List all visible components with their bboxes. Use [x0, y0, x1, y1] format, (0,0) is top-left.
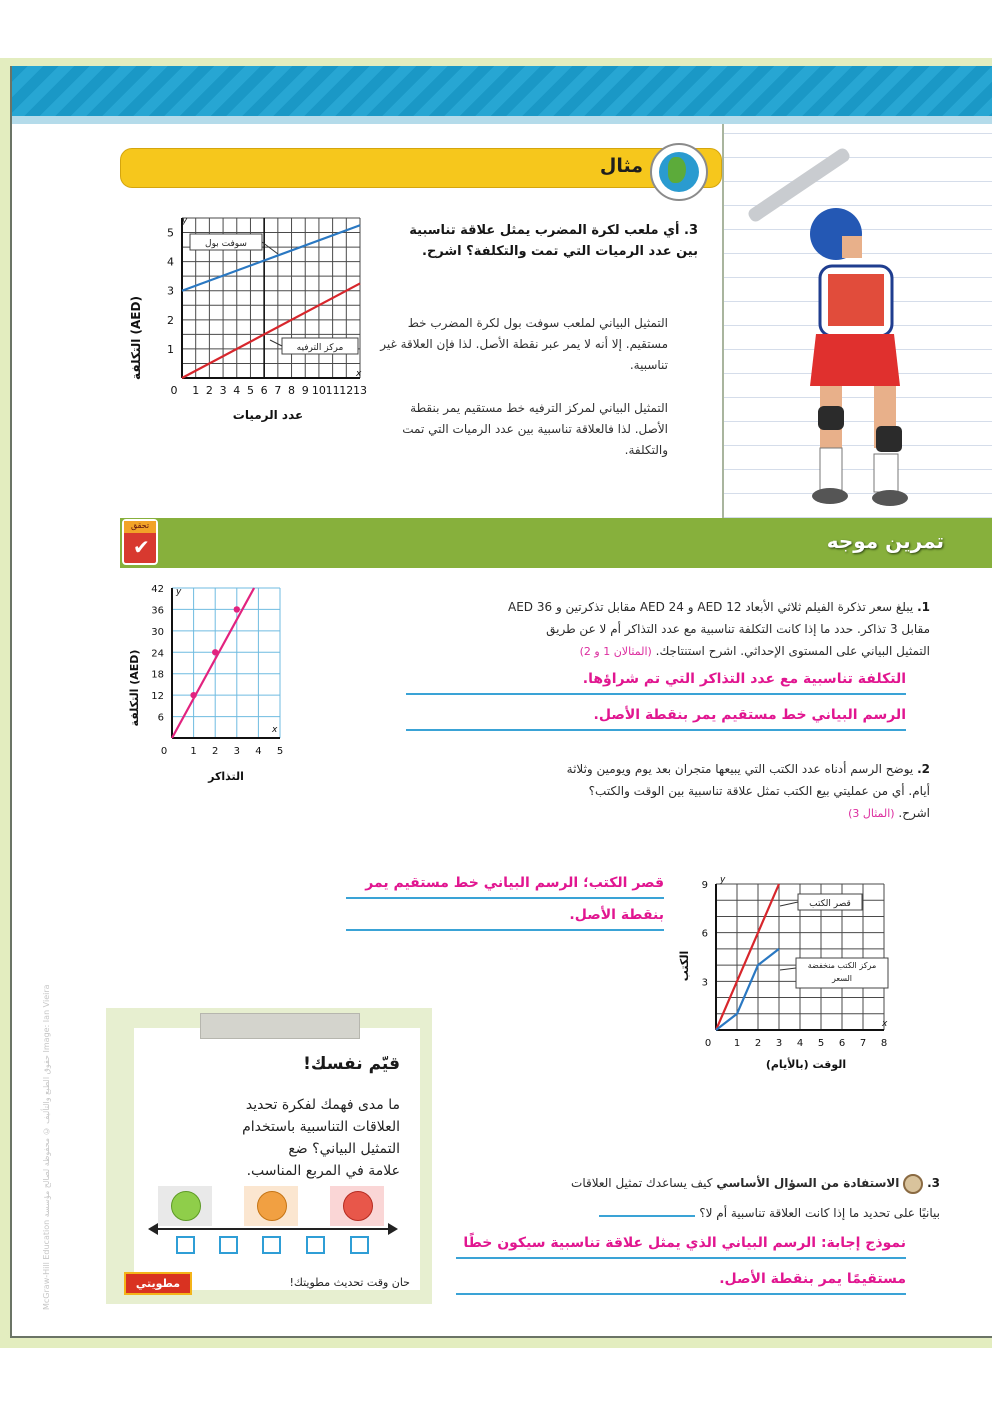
check-tab-label: تحقق [124, 521, 156, 533]
c1-x-tick-label: 12 [339, 384, 354, 397]
q1-answer-line-1[interactable]: التكلفة تناسبية مع عدد التذاكر التي تم شراؤها. [406, 666, 906, 695]
chart1-x-axis-letter: x [356, 369, 362, 379]
foldable-button[interactable]: مطويتي [124, 1272, 192, 1295]
chart2-xlabel: التذاكر [208, 770, 244, 783]
c1-x-tick-label: 1 [192, 384, 200, 397]
c2-y-tick-label: 12 [151, 691, 164, 703]
example-question-text: أي ملعب لكرة المضرب يمثل علاقة تناسبية بين عدد الرميات التي تمت والتكلفة؟ اشرح. [409, 223, 698, 259]
chart3-legend-discount: مركز الكتب منخفضة السعر [807, 961, 877, 983]
knee-pad [818, 406, 844, 430]
q3-blank-line [599, 1215, 695, 1217]
c2-x-tick-label: 0 [160, 746, 168, 757]
chart-tickets-cost [112, 578, 302, 788]
example-banner [120, 148, 722, 188]
c1-y-tick-label: 2 [167, 313, 174, 327]
face [842, 236, 862, 258]
chart-throws-cost [120, 208, 370, 428]
chart3-x-ticks [705, 1038, 887, 1049]
c1-x-tick-label: 13 [353, 384, 367, 397]
rating-checkbox-3[interactable] [262, 1236, 281, 1254]
example-question-number: 3. [684, 223, 698, 238]
rate-line-3: التمثيل البياني؟ ضع [288, 1141, 400, 1157]
neutral-face-icon [244, 1186, 298, 1226]
c1-y-tick-label: 4 [167, 255, 174, 269]
rating-checkbox-1[interactable] [176, 1236, 195, 1254]
c3-y-tick-label: 6 [701, 928, 708, 940]
left-shoe [812, 488, 848, 504]
shorts [810, 334, 900, 386]
q3-title: الاستفادة من السؤال الأساسي [716, 1176, 900, 1190]
q1-answer-line-2[interactable]: الرسم البياني خط مستقيم يمر بنقطة الأصل. [406, 702, 906, 731]
chart-days-books [672, 864, 902, 1074]
chart3-callout-bookpalace-pointer [780, 902, 798, 906]
c1-x-tick-label: 6 [260, 384, 268, 397]
chart2-x-axis-letter: x [272, 725, 278, 735]
chart3-x-axis-letter: x [882, 1019, 888, 1029]
c1-y-tick-label: 3 [167, 284, 174, 298]
q2-line3: اشرح. [898, 806, 930, 820]
c2-series-0-point [212, 649, 218, 655]
jersey-front [828, 274, 884, 326]
chart1-legend-fun: مركز الترفيه [296, 343, 344, 353]
rate-line-4: علامة في المربع المناسب. [246, 1163, 400, 1179]
rate-title: قيّم نفسك! [303, 1054, 400, 1074]
c3-x-tick-label: 4 [796, 1038, 804, 1049]
c1-x-tick-label: 9 [301, 384, 309, 397]
softball-player-illustration [724, 124, 992, 518]
c2-y-tick-label: 24 [151, 648, 164, 660]
c3-x-tick-label: 3 [775, 1038, 783, 1049]
question-1 [420, 596, 930, 663]
chart2-y-ticks [151, 584, 164, 724]
rating-scale-arrow [146, 1222, 400, 1236]
c3-x-tick-label: 8 [880, 1038, 888, 1049]
c2-x-tick-label: 2 [212, 746, 219, 757]
chart2-ylabel: التكلفة (AED) [128, 649, 141, 727]
q1-number: 1. [917, 600, 930, 614]
q3-answer-line-2[interactable]: مستقيمًا يمر بنقطة الأصل. [456, 1266, 906, 1295]
top-stripe-band [12, 66, 992, 124]
c1-x-tick-label: 4 [233, 384, 241, 397]
chart3-xlabel: الوقت (بالأيام) [765, 1058, 847, 1071]
chart1-xlabel: عدد الرميات [232, 408, 304, 422]
c1-x-tick-label: 8 [288, 384, 296, 397]
c2-x-tick-label: 1 [190, 746, 197, 757]
c3-y-tick-label: 9 [701, 880, 708, 891]
rating-checkbox-4[interactable] [306, 1236, 325, 1254]
rate-footer: حان وقت تحديث مطويتك! [289, 1276, 410, 1289]
left-sock [820, 448, 842, 490]
guided-practice-banner [120, 518, 992, 568]
c1-x-tick-label: 5 [246, 384, 254, 397]
question-3 [450, 1172, 940, 1224]
c3-x-tick-label: 6 [838, 1038, 846, 1049]
c3-x-tick-label: 2 [754, 1038, 762, 1049]
check-icon [122, 519, 158, 565]
tape-strip [200, 1013, 360, 1039]
chart2-y-axis-letter: y [176, 587, 182, 597]
c2-series-0-line [172, 588, 254, 738]
c3-x-tick-label: 1 [733, 1038, 741, 1049]
chart3-ylabel: الكتب [678, 950, 691, 982]
c1-x-tick-label: 7 [274, 384, 282, 397]
q2-line1: يوضح الرسم أدناه عدد الكتب التي يبيعها متجران بعد يوم ويومين وثلاثة [566, 762, 914, 776]
example-paragraph-1: التمثيل البياني لملعب سوفت بول لكرة المضرب خط مستقيم. إلا أنه لا يمر عبر نقطة الأصل. لذا فإن العلاقة غير تناسبية. [380, 316, 668, 372]
rate-text [150, 1094, 400, 1182]
chart1-ylabel: التكلفة (AED) [129, 296, 143, 380]
chart3-legend-discount-wrap [798, 959, 886, 987]
c2-y-tick-label: 42 [151, 584, 164, 595]
chart2-series [172, 588, 254, 738]
q3-line1: كيف يساعدك تمثيل العلاقات [571, 1176, 713, 1190]
example-paragraph-2: التمثيل البياني لمركز الترفيه خط مستقيم يمر بنقطة الأصل. لذا فالعلاقة تناسبية بين عدد الرميات التي تمت والتكلفة. [402, 401, 668, 457]
c1-x-tick-label: 2 [205, 384, 213, 397]
rate-line-2: العلاقات التناسبية باستخدام [242, 1119, 400, 1135]
c1-x-tick-label: 3 [219, 384, 227, 397]
guided-practice-title: تمرين موجه [826, 529, 944, 553]
happy-face-icon [158, 1186, 212, 1226]
q3-number: 3. [927, 1176, 940, 1190]
q2-number: 2. [917, 762, 930, 776]
q3-answer-line-1[interactable]: نموذج إجابة: الرسم البياني الذي يمثل علاقة تناسبية سيكون خطًا [456, 1230, 906, 1259]
q1-line3: التمثيل البياني على المستوى الإحداثي. اشرح استنتاجك. [655, 644, 930, 658]
side-credit: McGraw-Hill Education حقوق الطبع والتأليف © محفوظة لصالح مؤسسة Image: Ian Vieira [42, 984, 51, 1310]
softball-photo-panel [722, 124, 992, 518]
c2-y-tick-label: 30 [151, 626, 164, 638]
chart1-callout-fun-pointer [270, 340, 282, 346]
globe-icon [650, 143, 708, 201]
chart2-x-ticks [161, 746, 283, 757]
question-2 [430, 758, 930, 825]
q1-line2: مقابل 3 تذاكر. حدد ما إذا كانت التكلفة تناسبية مع عدد التذاكر أم لا عن طريق [546, 622, 930, 636]
example-question [388, 220, 698, 262]
rating-checkbox-2[interactable] [219, 1236, 238, 1254]
c3-x-tick-label: 7 [859, 1038, 867, 1049]
c1-x-tick-label: 10 [311, 384, 326, 397]
c2-series-0-point [234, 606, 240, 612]
q2-reference: (المثال 3) [848, 807, 895, 820]
c1-y-tick-label: 1 [167, 342, 174, 356]
c2-x-tick-label: 4 [255, 746, 262, 757]
rating-checkbox-5[interactable] [350, 1236, 369, 1254]
example-badge-label: مثال [599, 155, 643, 177]
right-shoe [872, 490, 908, 506]
rate-line-1: ما مدى فهمك لفكرة تحديد [245, 1097, 400, 1113]
c2-series-0-point [190, 692, 196, 698]
q2-answer-line-1[interactable]: قصر الكتب؛ الرسم البياني خط مستقيم يمر [346, 870, 664, 899]
q1-line1: يبلغ سعر تذكرة الفيلم ثلاثي الأبعاد AED 12 و AED 24 مقابل تذكرتين و AED 36 [508, 600, 914, 614]
chart3-callout-discount-pointer [780, 968, 796, 970]
chart3-series [716, 884, 779, 1030]
c3-x-tick-label: 5 [817, 1038, 825, 1049]
chart1-y-axis-letter: y [182, 216, 188, 226]
sad-face-icon [330, 1186, 384, 1226]
c2-x-tick-label: 3 [233, 746, 240, 757]
q3-line2: بيانيًا على تحديد ما إذا كانت العلاقة تناسبية أم لا؟ [699, 1206, 940, 1220]
c3-x-tick-label: 0 [704, 1038, 712, 1049]
c1-x-tick-label: 0 [170, 384, 178, 397]
chart3-y-axis-letter: y [720, 875, 726, 885]
c1-y-tick-label: 5 [167, 226, 174, 240]
chart3-y-ticks [702, 880, 708, 988]
c2-x-tick-label: 5 [276, 746, 284, 757]
c2-y-tick-label: 6 [157, 712, 164, 724]
q1-reference: (المثالان 1 و 2) [579, 645, 652, 658]
c2-y-tick-label: 36 [151, 605, 164, 617]
c1-x-tick-label: 11 [325, 384, 340, 397]
q2-line2: أيام. أي من عمليتي بيع الكتب تمثل علاقة تناسبية بين الوقت والكتب؟ [588, 784, 930, 798]
chart1-legend-softball: سوفت بول [205, 239, 247, 249]
c3-series-1-line [716, 949, 779, 1030]
chart1-y-ticks [167, 227, 174, 356]
chart3-legend-bookpalace: قصر الكتب [809, 899, 851, 909]
chart1-x-ticks [171, 384, 368, 397]
checkmark-glyph: ✔ [133, 535, 150, 559]
c2-y-tick-label: 18 [151, 669, 164, 681]
chart2-grid [172, 588, 280, 738]
shin-guard [876, 426, 902, 452]
essential-question-icon [903, 1174, 923, 1194]
c3-y-tick-label: 3 [701, 977, 708, 989]
q2-answer-line-2[interactable]: بنقطة الأصل. [346, 902, 664, 931]
right-sock [874, 454, 898, 492]
